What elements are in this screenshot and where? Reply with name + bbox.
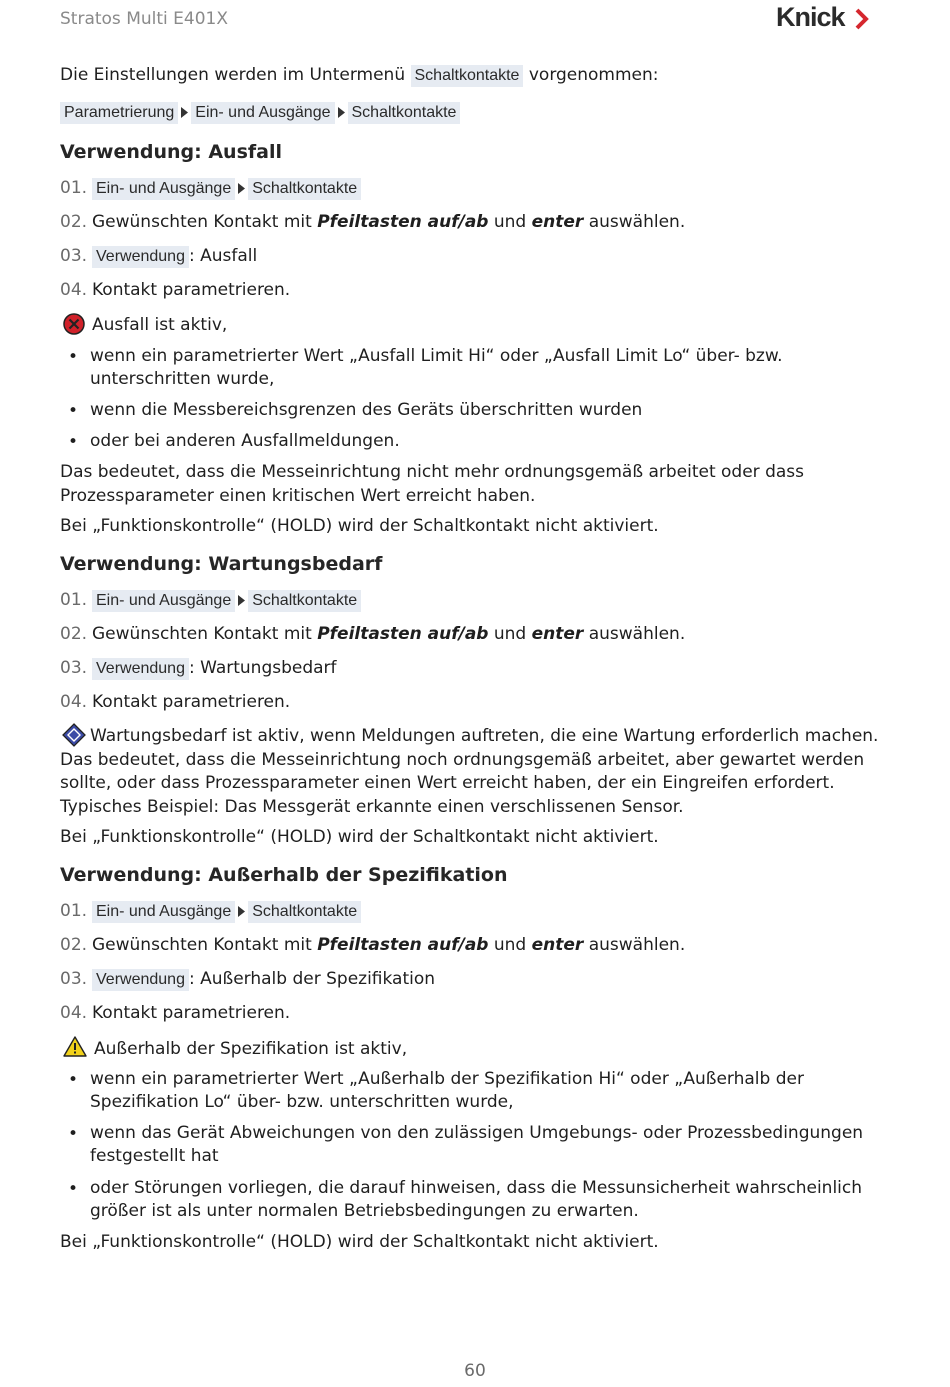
bullet-item: wenn ein parametrierter Wert „Außerhalb der Spezifikation Hi“ oder „Außerhalb der Spezifikation Lo“ über- bzw. unterschritten wurde,: [90, 1069, 804, 1112]
step-2: 02. Gewünschten Kontakt mit Pfeiltasten auf/ab und enter auswählen.: [60, 935, 686, 955]
menu-tag: Ein- und Ausgänge: [92, 590, 235, 612]
step-3: 03. Verwendung : Außerhalb der Spezifikation: [60, 969, 436, 989]
step-2: 02. Gewünschten Kontakt mit Pfeiltasten auf/ab und enter auswählen.: [60, 212, 686, 232]
hold-note: Bei „Funktionskontrolle“ (HOLD) wird der Schaltkontakt nicht aktiviert.: [60, 1232, 659, 1252]
menu-tag: Verwendung: [92, 246, 189, 268]
section-heading: Verwendung: Außerhalb der Spezifikation: [60, 864, 508, 886]
step-4: 04. Kontakt parametrieren.: [60, 280, 291, 300]
bullet-item: wenn das Gerät Abweichungen von den zulässigen Umgebungs- oder Prozessbedingungen festgestellt hat: [90, 1123, 864, 1166]
menu-tag: Schaltkontakte: [248, 901, 361, 923]
bullet-item: wenn die Messbereichsgrenzen des Geräts überschritten wurden: [90, 400, 643, 420]
step-1: 01. Ein- und Ausgänge Schaltkontakte: [60, 589, 361, 612]
menu-arrow-icon: [338, 107, 345, 118]
step-3: 03. Verwendung : Wartungsbedarf: [60, 658, 337, 678]
menu-tag: Schaltkontakte: [411, 65, 524, 87]
logo-text: Knick: [776, 2, 845, 32]
paragraph: Das bedeutet, dass die Messeinrichtung nicht mehr ordnungsgemäß arbeitet oder dass Prozessparameter einen kritischen Wert erreicht haben.: [60, 462, 804, 506]
menu-arrow-icon: [238, 595, 245, 606]
bullet-dot: •: [68, 1124, 79, 1144]
failure-icon: [63, 313, 85, 335]
document-title: Stratos Multi E401X: [60, 9, 228, 29]
menu-arrow-icon: [238, 906, 245, 917]
menu-arrow-icon: [181, 107, 188, 118]
menu-tag: Schaltkontakte: [248, 178, 361, 200]
section-heading: Verwendung: Wartungsbedarf: [60, 553, 383, 575]
hold-note: Bei „Funktionskontrolle“ (HOLD) wird der Schaltkontakt nicht aktiviert.: [60, 827, 659, 847]
menu-tag: Schaltkontakte: [348, 102, 461, 124]
logo-chevron-icon: [855, 8, 869, 30]
warning-lead: Außerhalb der Spezifikation ist aktiv,: [94, 1039, 408, 1059]
menu-tag: Ein- und Ausgänge: [92, 901, 235, 923]
step-2: 02. Gewünschten Kontakt mit Pfeiltasten auf/ab und enter auswählen.: [60, 624, 686, 644]
menu-tag: Ein- und Ausgänge: [92, 178, 235, 200]
menu-tag: Schaltkontakte: [248, 590, 361, 612]
menu-tag: Verwendung: [92, 658, 189, 680]
step-1: 01. Ein- und Ausgänge Schaltkontakte: [60, 177, 361, 200]
paragraph: Wartungsbedarf ist aktiv, wenn Meldungen auftreten, die eine Wartung erforderlich machen. Das bedeutet, dass die Messeinrichtung noch ordnungsgemäß arbeitet, aber gewartet werden sollte, oder dass Prozessparameter einen Wert erreicht haben, der ein Eingreifen erfordert. Typisches Beispiel: Das Messgerät erkannte einen verschlissenen Sensor.: [60, 726, 879, 817]
menu-tag: Verwendung: [92, 969, 189, 991]
menu-path: [60, 101, 460, 124]
page-number: 60: [464, 1361, 486, 1381]
warning-icon: [63, 1036, 87, 1057]
bullet-dot: •: [68, 432, 79, 452]
bullet-dot: •: [68, 1070, 79, 1090]
step-4: 04. Kontakt parametrieren.: [60, 1003, 291, 1023]
failure-lead: Ausfall ist aktiv,: [92, 315, 228, 335]
step-3: 03. Verwendung : Ausfall: [60, 246, 258, 266]
intro-line: Die Einstellungen werden im Untermenü Schaltkontakte vorgenommen:: [60, 65, 659, 85]
menu-tag: Parametrierung: [60, 102, 178, 124]
step-4: 04. Kontakt parametrieren.: [60, 692, 291, 712]
bullet-dot: •: [68, 347, 79, 367]
bullet-dot: •: [68, 401, 79, 421]
bullet-item: wenn ein parametrierter Wert „Ausfall Limit Hi“ oder „Ausfall Limit Lo“ über- bzw. unterschritten wurde,: [90, 346, 783, 389]
step-1: 01. Ein- und Ausgänge Schaltkontakte: [60, 900, 361, 923]
bullet-item: oder Störungen vorliegen, die darauf hinweisen, dass die Messunsicherheit wahrscheinlich größer ist als unter normalen Betriebsbedingungen zu erwarten.: [90, 1178, 863, 1221]
section-heading: Verwendung: Ausfall: [60, 141, 283, 163]
hold-note: Bei „Funktionskontrolle“ (HOLD) wird der Schaltkontakt nicht aktiviert.: [60, 516, 659, 536]
menu-arrow-icon: [238, 183, 245, 194]
menu-tag: Ein- und Ausgänge: [191, 102, 334, 124]
bullet-item: oder bei anderen Ausfallmeldungen.: [90, 431, 400, 451]
bullet-dot: •: [68, 1179, 79, 1199]
knick-logo: [776, 2, 869, 33]
